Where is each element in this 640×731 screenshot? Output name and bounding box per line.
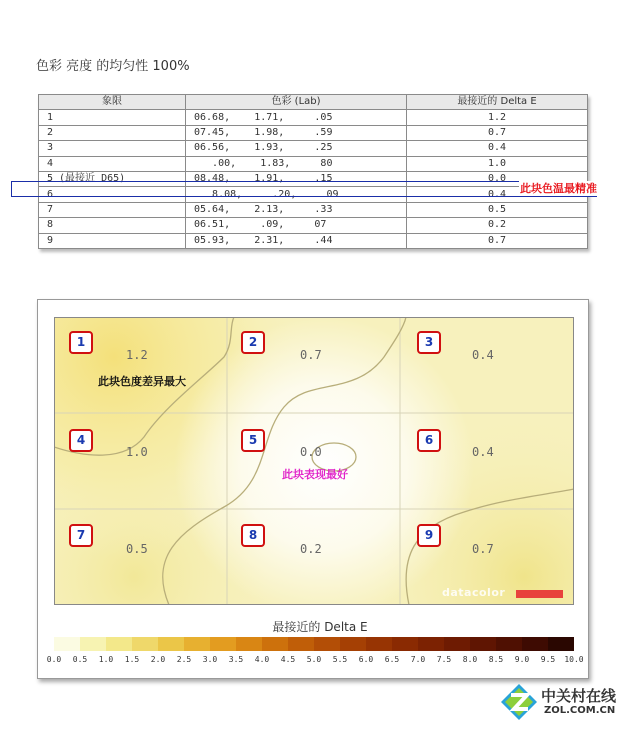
cell-delta-e: 0.7 [407, 125, 588, 140]
legend-tick-label: 4.5 [280, 655, 296, 664]
cell-lab: 06.68, 1.71, .05 [186, 110, 407, 125]
legend-swatch [496, 637, 522, 651]
zone-number-6: 6 [417, 429, 441, 452]
report-title: 色彩 亮度 的均匀性 100% [36, 59, 190, 74]
legend-swatch [132, 637, 158, 651]
table-note: 此块色温最精准 [520, 182, 597, 195]
legend-swatch [210, 637, 236, 651]
legend-swatch [470, 637, 496, 651]
legend-tick-label: 5.0 [306, 655, 322, 664]
cell-lab: 05.64, 2.13, .33 [186, 202, 407, 217]
legend-swatch [418, 637, 444, 651]
cell-lab: 07.45, 1.98, .59 [186, 125, 407, 140]
legend-tick-label: 2.0 [150, 655, 166, 664]
table-row [39, 141, 588, 156]
zol-brand-cn: 中关村在线 [541, 687, 617, 705]
cell-lab: 05.93, 2.31, .44 [186, 233, 407, 248]
worst-zone-note: 此块色度差异最大 [98, 375, 186, 388]
legend-swatch [392, 637, 418, 651]
cell-quadrant: 2 [39, 125, 186, 140]
legend-title: 最接近的 Delta E [272, 620, 368, 634]
legend-tick-label: 1.5 [124, 655, 140, 664]
cell-delta-e: 0.4 [407, 187, 588, 202]
legend-swatch [314, 637, 340, 651]
zone-value-6: 0.4 [472, 445, 494, 459]
zone-value-2: 0.7 [300, 348, 322, 362]
table-row [39, 202, 588, 217]
best-zone-note: 此块表现最好 [282, 468, 348, 481]
table-row [39, 218, 588, 233]
table-row [39, 156, 588, 171]
zol-z-logo-icon [500, 683, 538, 721]
cell-quadrant: 5 (最接近 D65) [39, 171, 186, 186]
legend-tick-label: 0.0 [46, 655, 62, 664]
cell-lab: 06.56, 1.93, .25 [186, 141, 407, 156]
zone-value-4: 1.0 [126, 445, 148, 459]
table-row [39, 125, 588, 140]
watermark-bar [516, 590, 563, 598]
legend-tick-label: 9.0 [514, 655, 530, 664]
cell-quadrant: 8 [39, 218, 186, 233]
cell-quadrant: 9 [39, 233, 186, 248]
legend-swatch [340, 637, 366, 651]
legend-color-bar [54, 637, 574, 651]
legend-tick-label: 7.0 [410, 655, 426, 664]
legend-tick-label: 6.0 [358, 655, 374, 664]
legend-tick-label: 10.0 [564, 655, 584, 664]
zone-number-1: 1 [69, 331, 93, 354]
legend-swatch [236, 637, 262, 651]
legend-tick-label: 2.5 [176, 655, 192, 664]
cell-delta-e: 0.4 [407, 141, 588, 156]
highlight-box [11, 181, 597, 197]
zone-number-8: 8 [241, 524, 265, 547]
table-row [39, 110, 588, 125]
cell-quadrant: 4 [39, 156, 186, 171]
legend-tick-label: 8.0 [462, 655, 478, 664]
legend-tick-label: 3.0 [202, 655, 218, 664]
legend-swatch [548, 637, 574, 651]
legend-swatch [54, 637, 80, 651]
legend-swatch [106, 637, 132, 651]
cell-quadrant: 3 [39, 141, 186, 156]
cell-lab: .00, 1.83, 80 [186, 156, 407, 171]
cell-quadrant: 1 [39, 110, 186, 125]
header-lab: 色彩 (Lab) [186, 95, 407, 110]
zol-brand-en: ZOL.COM.CN [544, 705, 616, 716]
legend-tick-label: 1.0 [98, 655, 114, 664]
legend-swatch [522, 637, 548, 651]
legend-tick-label: 4.0 [254, 655, 270, 664]
zone-value-3: 0.4 [472, 348, 494, 362]
datacolor-watermark: datacolor [442, 586, 506, 599]
legend-tick-label: 8.5 [488, 655, 504, 664]
cell-delta-e: 1.0 [407, 156, 588, 171]
legend-swatch [184, 637, 210, 651]
legend-swatch [262, 637, 288, 651]
table-row [39, 233, 588, 248]
legend-tick-label: 0.5 [72, 655, 88, 664]
zone-number-4: 4 [69, 429, 93, 452]
legend-swatch [366, 637, 392, 651]
legend-tick-label: 6.5 [384, 655, 400, 664]
cell-delta-e: 0.7 [407, 233, 588, 248]
legend-tick-label: 3.5 [228, 655, 244, 664]
uniformity-table [38, 94, 588, 249]
zone-number-3: 3 [417, 331, 441, 354]
cell-delta-e: 0.0 [407, 171, 588, 186]
cell-delta-e: 0.2 [407, 218, 588, 233]
legend-tick-label: 5.5 [332, 655, 348, 664]
zone-number-5: 5 [241, 429, 265, 452]
legend-tick-label: 7.5 [436, 655, 452, 664]
zone-value-7: 0.5 [126, 542, 148, 556]
legend-swatch [80, 637, 106, 651]
zone-number-2: 2 [241, 331, 265, 354]
header-delta-e: 最接近的 Delta E [407, 95, 588, 110]
zone-value-5: 0.0 [300, 445, 322, 459]
legend-swatch [288, 637, 314, 651]
cell-lab: 8.08, .20, 09 [186, 187, 407, 202]
cell-delta-e: 1.2 [407, 110, 588, 125]
zone-value-1: 1.2 [126, 348, 148, 362]
header-quadrant: 象限 [39, 95, 186, 110]
zone-value-9: 0.7 [472, 542, 494, 556]
zone-number-9: 9 [417, 524, 441, 547]
cell-quadrant: 6 [39, 187, 186, 202]
zone-number-7: 7 [69, 524, 93, 547]
cell-lab: 06.51, .09, 07 [186, 218, 407, 233]
cell-quadrant: 7 [39, 202, 186, 217]
cell-lab: 08.48, 1.91, .15 [186, 171, 407, 186]
table-header-row [39, 95, 588, 110]
legend-swatch [158, 637, 184, 651]
zone-value-8: 0.2 [300, 542, 322, 556]
legend-tick-label: 9.5 [540, 655, 556, 664]
legend-swatch [444, 637, 470, 651]
cell-delta-e: 0.5 [407, 202, 588, 217]
